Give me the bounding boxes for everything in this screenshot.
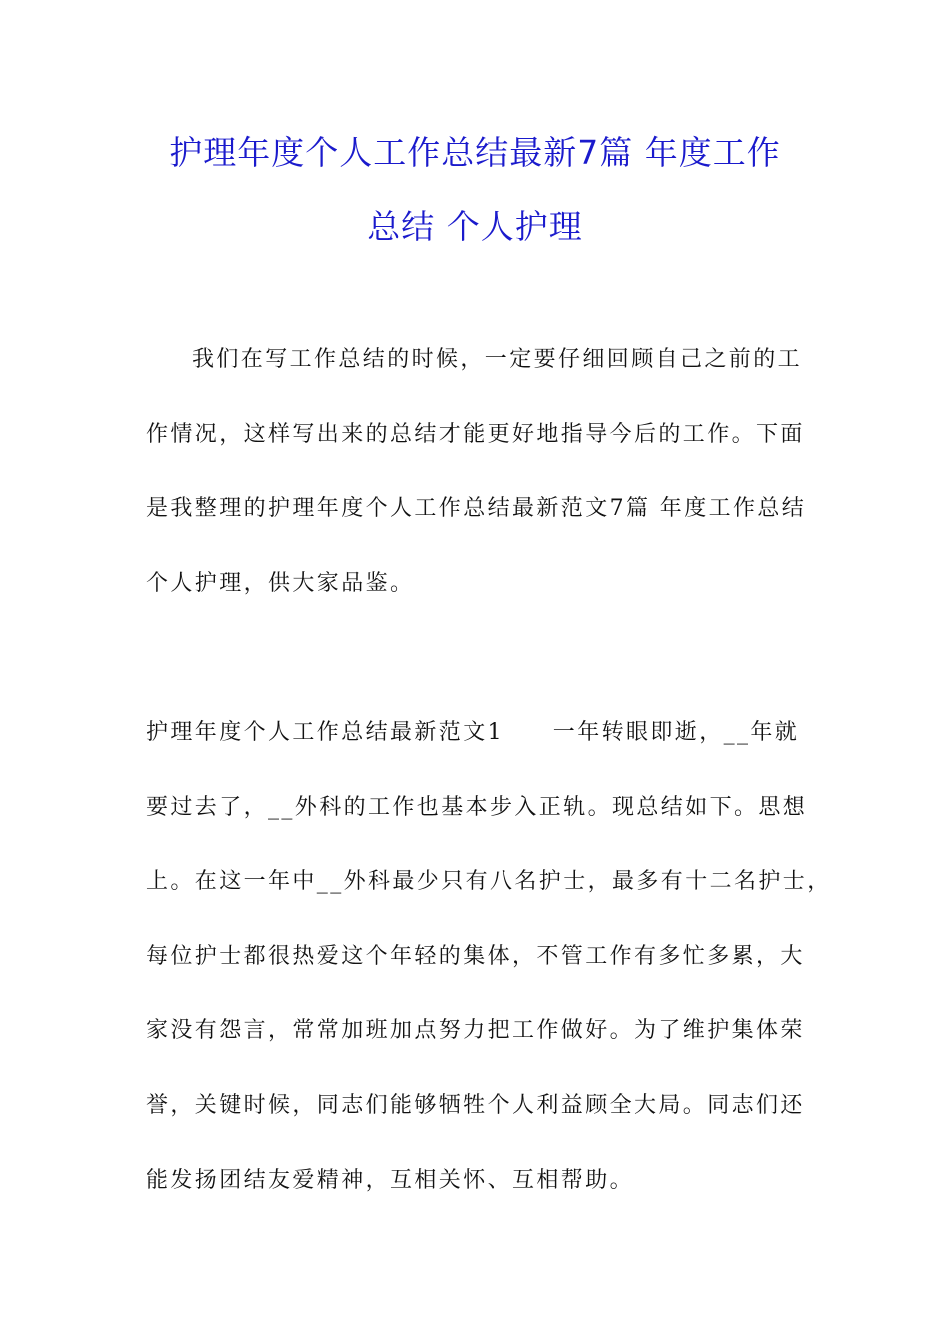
document-title-line-1: 护理年度个人工作总结最新7篇 年度工作 — [169, 133, 781, 172]
section-line: 誉，关键时候，同志们能够牺牲个人利益顾全大局。同志们还 — [146, 1093, 805, 1118]
document-title-line-2: 总结 个人护理 — [367, 207, 583, 246]
intro-line: 个人护理，供大家品鉴。 — [146, 571, 415, 596]
intro-line: 我们在写工作总结的时候，一定要仔细回顾自己之前的工 — [192, 347, 803, 372]
section-line: 上。在这一年中__外科最少只有八名护士，最多有十二名护士， — [146, 869, 832, 894]
intro-line: 作情况，这样写出来的总结才能更好地指导今后的工作。下面 — [146, 422, 805, 447]
intro-line: 是我整理的护理年度个人工作总结最新范文7篇 年度工作总结 — [146, 496, 807, 521]
section-line: 能发扬团结友爱精神，互相关怀、互相帮助。 — [146, 1168, 635, 1193]
section-line: 要过去了，__外科的工作也基本步入正轨。现总结如下。思想 — [146, 795, 808, 820]
section-line: 每位护士都很热爱这个年轻的集体，不管工作有多忙多累，大 — [146, 944, 805, 969]
section-line: 家没有怨言，常常加班加点努力把工作做好。为了维护集体荣 — [146, 1018, 805, 1043]
section-line: 护理年度个人工作总结最新范文1 一年转眼即逝，__年就 — [146, 720, 800, 745]
